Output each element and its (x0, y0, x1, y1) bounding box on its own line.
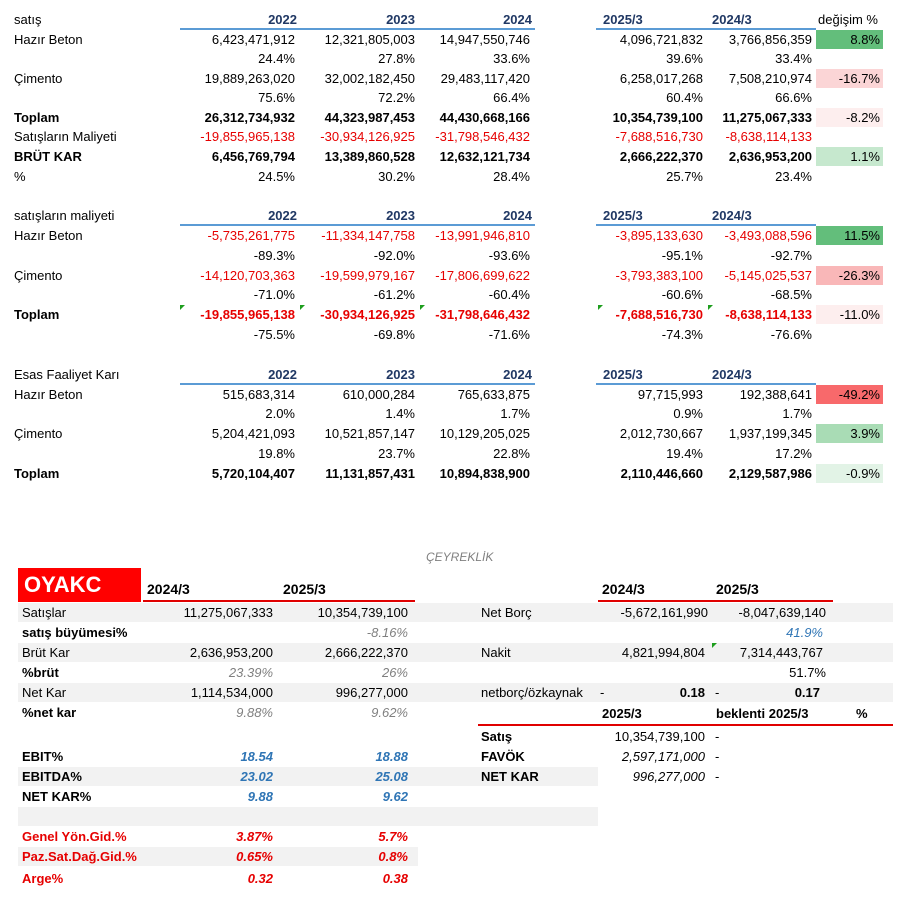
change-cell: -11.0% (839, 307, 880, 322)
row-label: Toplam (14, 110, 60, 125)
pct-cell: 51.7% (789, 665, 826, 680)
value-cell: -3,493,088,596 (724, 228, 812, 243)
value-cell: -31,798,546,432 (435, 129, 530, 144)
value-cell: 2,666,222,370 (619, 149, 703, 164)
year-header: 2022 (268, 367, 297, 382)
change-cell: 8.8% (850, 32, 880, 47)
change-cell: -26.3% (838, 268, 880, 283)
value-cell: 12,632,121,734 (439, 149, 530, 164)
row-band (18, 807, 598, 826)
value-cell: 2,636,953,200 (728, 149, 812, 164)
pct-cell: 39.6% (666, 51, 703, 66)
value-cell: 6,258,017,268 (619, 71, 703, 86)
pct-cell: 1.7% (500, 406, 530, 421)
value-cell: 9.88 (247, 789, 273, 804)
header-underline (598, 600, 833, 602)
value-cell: 2,110,446,660 (620, 466, 703, 481)
pct-cell: -60.6% (661, 287, 703, 302)
value-cell: 18.54 (240, 749, 273, 764)
pct-cell: 24.5% (258, 169, 295, 184)
row-label: Çimento (14, 71, 63, 86)
pct-cell: -76.6% (770, 327, 812, 342)
value-cell: 6,423,471,912 (211, 32, 295, 47)
dash-cell: - (600, 685, 605, 700)
change-cell: 1.1% (850, 149, 880, 164)
value-cell: 2,129,587,986 (728, 466, 812, 481)
value-cell: -19,599,979,167 (320, 268, 415, 283)
row-label: EBITDA% (22, 769, 82, 784)
pct-cell: 75.6% (258, 90, 295, 105)
value-cell: 2,012,730,667 (619, 426, 703, 441)
year-header: 2022 (268, 12, 297, 27)
value-cell: 2,666,222,370 (324, 645, 408, 660)
value-cell: -11,334,147,758 (321, 228, 415, 243)
dash-cell: - (715, 729, 720, 744)
value-cell: 11,275,067,333 (722, 110, 812, 125)
value-cell: -14,120,703,363 (200, 268, 295, 283)
pct-cell: -61.2% (373, 287, 415, 302)
year-header: 2023 (386, 367, 415, 382)
value-cell: 7,314,443,767 (739, 645, 823, 660)
quarter-header: 2024/3 (712, 208, 752, 223)
value-cell: 2,597,171,000 (621, 749, 705, 764)
value-cell: -30,934,126,925 (320, 307, 415, 322)
value-cell: -19,855,965,138 (200, 129, 295, 144)
quarter-header: 2024/3 (712, 367, 752, 382)
value-cell: 11,131,857,431 (325, 466, 415, 481)
value-cell: 0.17 (794, 685, 820, 700)
debt-col-header: 2025/3 (716, 581, 759, 597)
pct-cell: 28.4% (493, 169, 530, 184)
value-cell: 4,821,994,804 (621, 645, 705, 660)
row-label: Satış (481, 729, 513, 744)
year-header: 2022 (268, 208, 297, 223)
year-header: 2023 (386, 208, 415, 223)
row-label: NET KAR (481, 769, 539, 784)
value-cell: 10,894,838,900 (439, 466, 530, 481)
value-cell: 5.7% (378, 829, 408, 844)
pct-cell: 19.8% (258, 446, 295, 461)
pct-cell: 24.4% (258, 51, 295, 66)
pct-cell: 23.7% (378, 446, 415, 461)
value-cell: -7,688,516,730 (615, 307, 703, 322)
row-label: netborç/özkaynak (481, 685, 583, 700)
value-cell: 44,323,987,453 (324, 110, 415, 125)
value-cell: 23.39% (228, 665, 273, 680)
value-cell: -8.16% (366, 625, 408, 640)
pct-cell: -69.8% (373, 327, 415, 342)
value-cell: 44,430,668,166 (439, 110, 530, 125)
value-cell: -8,638,114,133 (725, 307, 812, 322)
debt-col-header: 2024/3 (602, 581, 645, 597)
row-label: Paz.Sat.Dağ.Gid.% (22, 849, 137, 864)
value-cell: 10,521,857,147 (324, 426, 415, 441)
value-cell: -8,047,639,140 (738, 605, 826, 620)
value-cell: 515,683,314 (222, 387, 295, 402)
pct-cell: 1.4% (385, 406, 415, 421)
row-label: % (14, 169, 26, 184)
value-cell: -3,895,133,630 (615, 228, 703, 243)
value-cell: 32,002,182,450 (324, 71, 415, 86)
value-cell: 0.18 (679, 685, 705, 700)
value-cell: -31,798,646,432 (435, 307, 530, 322)
value-cell: 19,889,263,020 (204, 71, 295, 86)
row-label: satış büyümesi% (22, 625, 128, 640)
dash-cell: - (715, 749, 720, 764)
row-label: FAVÖK (481, 749, 525, 764)
pct-cell: 22.8% (493, 446, 530, 461)
value-cell: 4,096,721,832 (619, 32, 703, 47)
row-label: Çimento (14, 268, 63, 283)
pct-cell: 33.6% (493, 51, 530, 66)
row-label: Satışların Maliyeti (14, 129, 117, 144)
value-cell: 9.88% (236, 705, 273, 720)
expect-col-header: beklenti 2025/3 (716, 706, 809, 721)
value-cell: 996,277,000 (632, 769, 705, 784)
value-cell: 26% (381, 665, 408, 680)
row-label: Toplam (14, 307, 60, 322)
pct-cell: 2.0% (265, 406, 295, 421)
year-header: 2023 (386, 12, 415, 27)
pct-cell: 27.8% (378, 51, 415, 66)
header-underline (478, 724, 893, 726)
quarter-header: 2025/3 (603, 367, 643, 382)
change-cell: -0.9% (846, 466, 880, 481)
value-cell: 18.88 (375, 749, 408, 764)
value-cell: 610,000,284 (342, 387, 415, 402)
value-cell: 3.87% (236, 829, 273, 844)
pct-cell: 25.7% (666, 169, 703, 184)
change-cell: 3.9% (850, 426, 880, 441)
row-label: Genel Yön.Gid.% (22, 829, 127, 844)
value-cell: -7,688,516,730 (615, 129, 703, 144)
value-cell: 0.32 (247, 871, 273, 886)
value-cell: 10,354,739,100 (614, 729, 705, 744)
row-label: Net Kar (22, 685, 67, 700)
row-label: Satışlar (22, 605, 67, 620)
change-cell: -8.2% (846, 110, 880, 125)
expect-col-header: % (856, 706, 868, 721)
sales-title: satış (14, 12, 42, 27)
value-cell: 10,354,739,100 (317, 605, 408, 620)
value-cell: 25.08 (375, 769, 408, 784)
year-header: 2024 (503, 12, 532, 27)
value-cell: 11,275,067,333 (183, 605, 273, 620)
value-cell: -19,855,965,138 (200, 307, 295, 322)
row-label: %net kar (22, 705, 77, 720)
value-cell: 9.62 (382, 789, 408, 804)
growth-cell: 41.9% (786, 625, 823, 640)
change-cell: -49.2% (838, 387, 880, 402)
row-label: Hazır Beton (14, 228, 83, 243)
pct-cell: 66.4% (493, 90, 530, 105)
pct-cell: -89.3% (253, 248, 295, 263)
value-cell: 1,114,534,000 (190, 685, 273, 700)
value-cell: 192,388,641 (739, 387, 812, 402)
quarter-col-header: 2025/3 (283, 581, 326, 597)
value-cell (155, 623, 273, 642)
value-cell: 10,129,205,025 (439, 426, 530, 441)
value-cell: 97,715,993 (637, 387, 703, 402)
quarter-header: 2025/3 (603, 208, 643, 223)
value-cell: 10,354,739,100 (612, 110, 703, 125)
ebit-title: Esas Faaliyet Karı (14, 367, 120, 382)
quarter-col-header: 2024/3 (147, 581, 190, 597)
value-cell: -13,991,946,810 (435, 228, 530, 243)
row-label: Brüt Kar (22, 645, 70, 660)
header-underline (143, 600, 415, 602)
value-cell: 1,937,199,345 (728, 426, 812, 441)
value-cell: -8,638,114,133 (725, 129, 812, 144)
value-cell: 996,277,000 (335, 685, 408, 700)
value-cell: 2,636,953,200 (189, 645, 273, 660)
value-cell: -5,145,025,537 (724, 268, 812, 283)
change-cell: -16.7% (838, 71, 880, 86)
value-cell: 3,766,856,359 (728, 32, 812, 47)
pct-cell: 60.4% (666, 90, 703, 105)
pct-cell: -71.6% (488, 327, 530, 342)
row-label: Net Borç (481, 605, 532, 620)
pct-cell: 33.4% (775, 51, 812, 66)
value-cell: 13,389,860,528 (324, 149, 415, 164)
value-cell: 14,947,550,746 (439, 32, 530, 47)
value-cell: -17,806,699,622 (435, 268, 530, 283)
row-label: Çimento (14, 426, 63, 441)
value-cell: 5,720,104,407 (211, 466, 295, 481)
value-cell: 0.65% (236, 849, 273, 864)
section-label: ÇEYREKLİK (426, 550, 494, 564)
value-cell: -5,672,161,990 (620, 605, 708, 620)
value-cell: -30,934,126,925 (320, 129, 415, 144)
pct-cell: 1.7% (782, 406, 812, 421)
change-cell: 11.5% (844, 228, 880, 243)
row-label: Toplam (14, 466, 60, 481)
pct-cell: 72.2% (378, 90, 415, 105)
value-cell: -5,735,261,775 (207, 228, 295, 243)
pct-cell: -92.0% (373, 248, 415, 263)
pct-cell: -75.5% (253, 327, 295, 342)
pct-cell: 0.9% (673, 406, 703, 421)
value-cell: 23.02 (240, 769, 273, 784)
dash-cell: - (715, 685, 720, 700)
year-header: 2024 (503, 367, 532, 382)
pct-cell: 19.4% (666, 446, 703, 461)
pct-cell: -93.6% (488, 248, 530, 263)
value-cell: -3,793,383,100 (615, 268, 703, 283)
value-cell: 9.62% (371, 705, 408, 720)
row-label: EBIT% (22, 749, 64, 764)
expect-col-header: 2025/3 (602, 706, 642, 721)
row-label: BRÜT KAR (14, 149, 82, 164)
row-label: %brüt (22, 665, 59, 680)
row-label: NET KAR% (22, 789, 92, 804)
row-label: Nakit (481, 645, 511, 660)
value-cell: 0.38 (382, 871, 408, 886)
pct-cell: 66.6% (775, 90, 812, 105)
value-cell: 26,312,734,932 (204, 110, 295, 125)
quarter-header: 2025/3 (603, 12, 643, 27)
pct-cell: -92.7% (770, 248, 812, 263)
pct-cell: 17.2% (775, 446, 812, 461)
value-cell: 5,204,421,093 (211, 426, 295, 441)
row-label: Arge% (22, 871, 64, 886)
value-cell: 765,633,875 (457, 387, 530, 402)
row-label: Hazır Beton (14, 387, 83, 402)
pct-cell: 30.2% (378, 169, 415, 184)
pct-cell: -74.3% (661, 327, 703, 342)
value-cell: 0.8% (378, 849, 408, 864)
row-label: Hazır Beton (14, 32, 83, 47)
value-cell: 7,508,210,974 (728, 71, 812, 86)
value-cell: 12,321,805,003 (324, 32, 415, 47)
pct-cell: -95.1% (661, 248, 703, 263)
pct-cell: -60.4% (488, 287, 530, 302)
quarter-header: 2024/3 (712, 12, 752, 27)
pct-cell: 23.4% (775, 169, 812, 184)
year-header: 2024 (503, 208, 532, 223)
change-header: değişim % (818, 12, 878, 27)
pct-cell: -71.0% (253, 287, 295, 302)
value-cell: 6,456,769,794 (211, 149, 295, 164)
cost-title: satışların maliyeti (14, 208, 115, 223)
dash-cell: - (715, 769, 720, 784)
value-cell: 29,483,117,420 (440, 71, 530, 86)
company-badge: OYAKC (18, 568, 141, 602)
pct-cell: -68.5% (770, 287, 812, 302)
